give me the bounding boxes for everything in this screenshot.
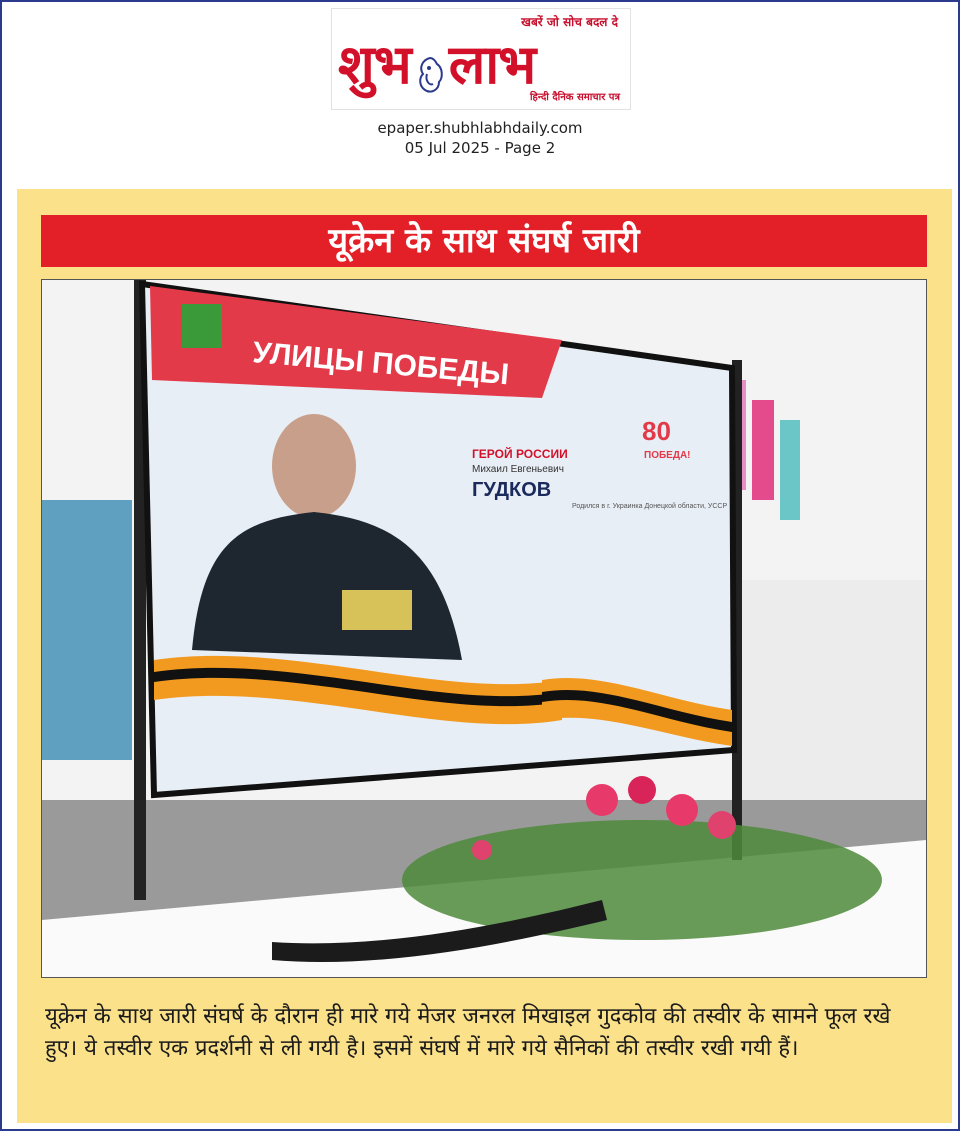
svg-text:Михаил Евгеньевич: Михаил Евгеньевич <box>472 464 564 475</box>
hero-name-small <box>472 464 564 475</box>
edition-date-page: 05 Jul 2025 - Page 2 <box>404 139 556 157</box>
photo-illustration <box>42 280 926 977</box>
article-headline: यूक्रेन के साथ संघर्ष जारी <box>41 215 927 267</box>
hero-title <box>472 446 568 461</box>
article-photo[interactable] <box>41 279 927 978</box>
brand-right-word: लाभ <box>448 32 536 96</box>
ganesh-logo-icon <box>413 47 447 91</box>
brand-left-word: शुभ <box>338 32 411 96</box>
svg-text:80: 80 <box>642 416 671 446</box>
badge-word <box>644 450 691 461</box>
masthead-tagline: खबरें जो सोच बदल दे <box>521 15 618 29</box>
svg-text:ПОБЕДА!: ПОБЕДА! <box>644 450 691 461</box>
source-url: epaper.shubhlabhdaily.com <box>377 119 583 137</box>
svg-text:Родился в г. Украинка Донецкой: Родился в г. Украинка Донецкой области, УССР <box>572 503 728 510</box>
svg-text:ГЕРОЙ РОССИИ: ГЕРОЙ РОССИИ <box>472 447 568 461</box>
svg-text:УЛИЦЫ ПОБЕДЫ: УЛИЦЫ ПОБЕДЫ <box>251 336 511 392</box>
hero-born <box>572 502 727 510</box>
masthead-brand <box>338 25 535 99</box>
article-card <box>17 189 952 1123</box>
svg-text:ГУДКОВ: ГУДКОВ <box>472 479 552 501</box>
badge-number <box>642 416 671 446</box>
masthead-subtitle: हिन्दी दैनिक समाचार पत्र <box>529 92 620 103</box>
article-caption: यूक्रेन के साथ जारी संघर्ष के दौरान ही मारे गये मेजर जनरल मिखाइल गुदकोव की तस्वीर के सामने फूल रखे हुए। ये तस्वीर एक प्रदर्शनी से ली गयी है। इसमें संघर्ष में मारे गये सैनिकों की तस्वीर रखी गयी हैं। <box>45 1004 891 1061</box>
masthead-logo[interactable] <box>331 8 631 110</box>
hero-surname <box>472 479 551 501</box>
